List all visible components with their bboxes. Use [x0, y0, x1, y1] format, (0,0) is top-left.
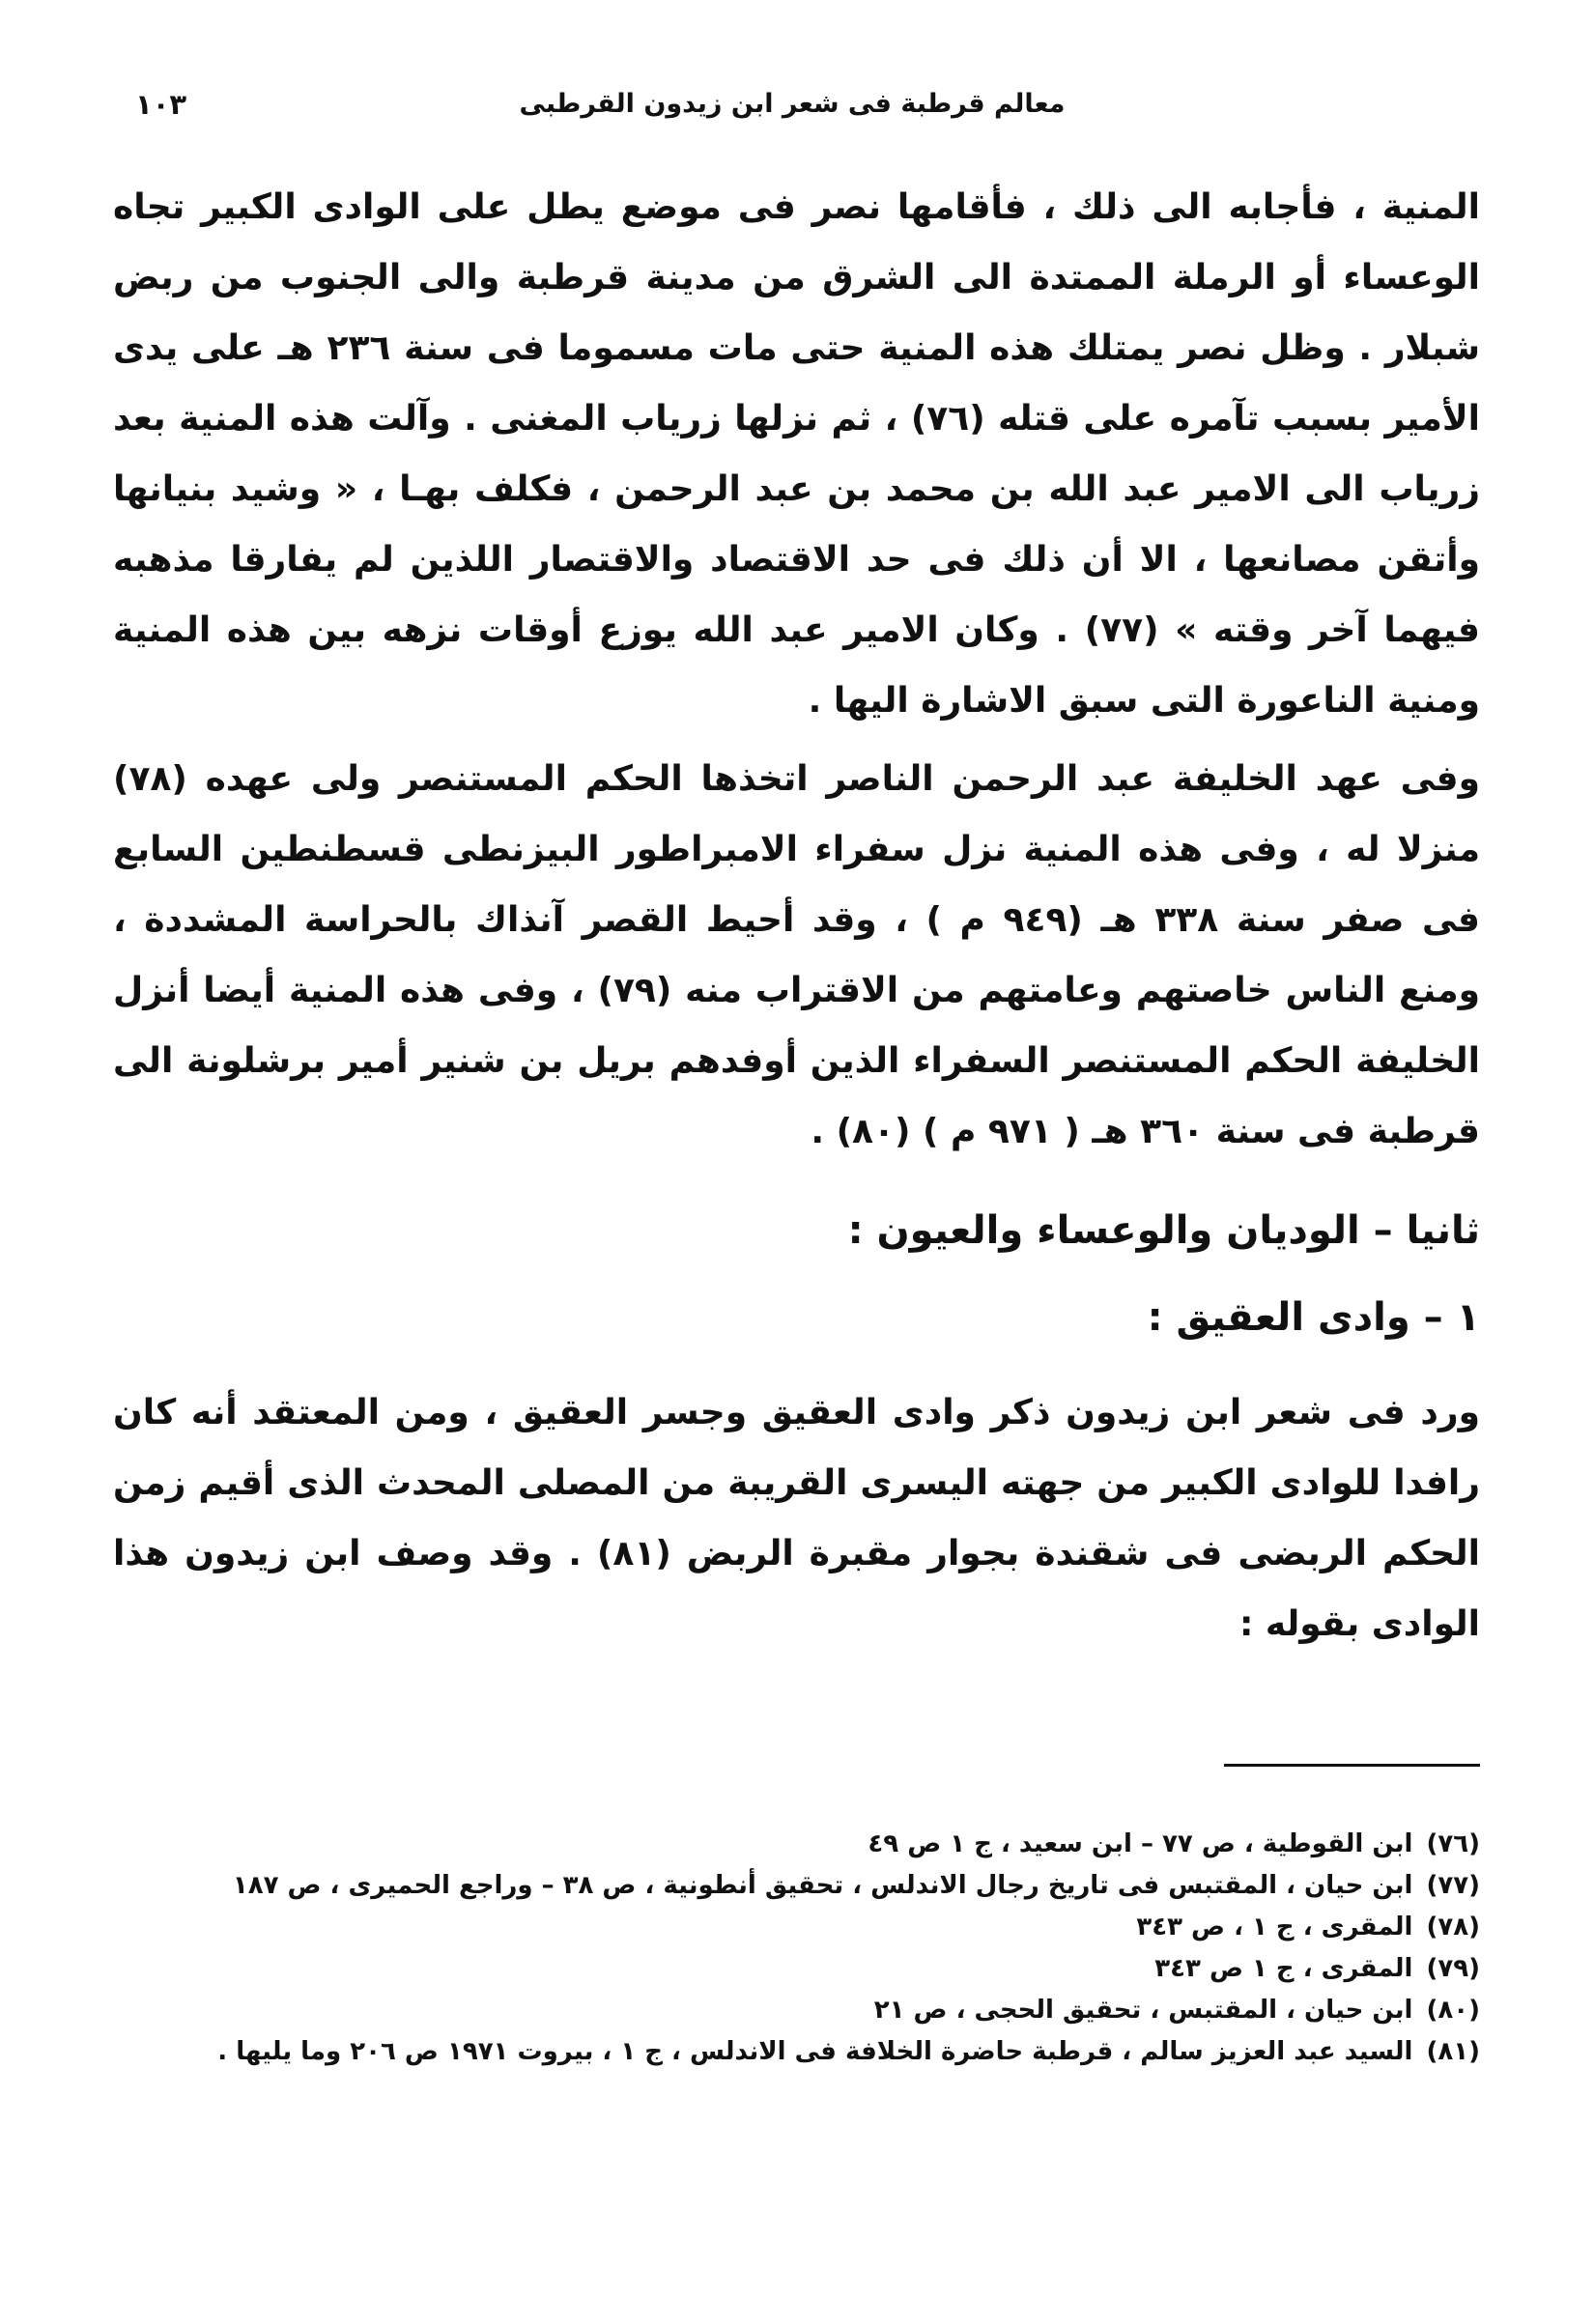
- page-number: ١٠٣: [135, 88, 187, 121]
- footnote-number: (٧٩): [1426, 1954, 1480, 1983]
- footnote-text: ابن حيان ، المقتبس فى تاريخ رجال الاندلس ، تحقيق أنطونية ، ص ٣٨ – وراجع الحميرى ، ص ١٨٧: [232, 1871, 1413, 1900]
- paragraph-3: ورد فى شعر ابن زيدون ذكر وادى العقيق وجسر العقيق ، ومن المعتقد أنه كان رافدا للوادى الكبير من جهته اليسرى القريبة من المصلى المحدث الذى أقيم زمن الحكم الربضى فى شقندة بجوار مقبرة الربض (٨١) . وقد وصف ابن زيدون هذا الوادى بقوله :: [113, 1393, 1480, 1644]
- section-heading: ثانيا – الوديان والوعساء والعيون :: [847, 1208, 1480, 1253]
- footnote-number: (٧٧): [1426, 1871, 1480, 1900]
- footnote-76: [113, 1824, 1480, 1865]
- footnote-text: ابن حيان ، المقتبس ، تحقيق الحجى ، ص ٢١: [873, 1996, 1413, 2025]
- subsection-heading: ١ – وادى العقيق :: [1147, 1295, 1480, 1340]
- running-header: [135, 75, 1449, 133]
- running-title: معالم قرطبة فى شعر ابن زيدون القرطبى: [519, 89, 1066, 119]
- footnotes-list: [113, 1824, 1480, 2073]
- footnote-78: [113, 1907, 1480, 1948]
- footnote-77: [113, 1865, 1480, 1907]
- footnote-number: (٧٦): [1426, 1829, 1480, 1858]
- footnote-79: [113, 1948, 1480, 1990]
- main-text: [113, 172, 1480, 1659]
- footnote-80: [113, 1990, 1480, 2031]
- paragraph-1: المنية ، فأجابه الى ذلك ، فأقامها نصر فى موضع يطل على الوادى الكبير تجاه الوعساء أو الرملة الممتدة الى الشرق من مدينة قرطبة والى الجنوب من ربض شبلار . وظل نصر يمتلك هذه المنية حتى مات مسموما فى سنة ٢٣٦ هـ على يدى الأمير بسبب تآمره على قتله (٧٦) ، ثم نزلها زرياب المغنى . وآلت هذه المنية بعد زرياب الى الامير عبد الله بن محمد بن عبد الرحمن ، فكلف بهـا ، « وشيد بنيانها وأتقن مصانعها ، الا أن ذلك فى حد الاقتصاد والاقتصار اللذين لم يفارقا مذهبه فيهما آخر وقته » (٧٧) . وكان الامير عبد الله يوزع أوقات نزهه بين هذه المنية ومنية الناعورة التى سبق الاشارة اليها .: [113, 187, 1481, 721]
- footnote-text: السيد عبد العزيز سالم ، قرطبة حاضرة الخلافة فى الاندلس ، ج ١ ، بيروت ١٩٧١ ص ٢٠٦ وما يليها .: [217, 2037, 1413, 2066]
- footnote-number: (٨٠): [1426, 1996, 1480, 2025]
- footnote-text: المقرى ، ج ١ ص ٣٤٣: [1154, 1954, 1413, 1983]
- footnote-text: المقرى ، ج ١ ، ص ٣٤٣: [1136, 1913, 1413, 1941]
- paragraph-2: وفى عهد الخليفة عبد الرحمن الناصر اتخذها الحكم المستنصر ولى عهده (٧٨) منزلا له ، وفى هذه المنية نزل سفراء الامبراطور البيزنطى قسطنطين السابع فى صفر سنة ٣٣٨ هـ (٩٤٩ م ) ، وقد أحيط القصر آنذاك بالحراسة المشددة ، ومنع الناس خاصتهم وعامتهم من الاقتراب منه (٧٩) ، وفى هذه المنية أيضا أنزل الخليفة الحكم المستنصر السفراء الذين أوفدهم بريل بن شنير أمير برشلونة الى قرطبة فى سنة ٣٦٠ هـ ( ٩٧١ م ) (٨٠) .: [113, 759, 1480, 1151]
- footnote-number: (٨١): [1426, 2037, 1480, 2066]
- footnote-text: ابن القوطية ، ص ٧٧ – ابن سعيد ، ج ١ ص ٤٩: [868, 1829, 1413, 1858]
- footnote-81: [113, 2031, 1480, 2073]
- footnote-divider: [1224, 1764, 1480, 1767]
- footnote-number: (٧٨): [1426, 1913, 1480, 1941]
